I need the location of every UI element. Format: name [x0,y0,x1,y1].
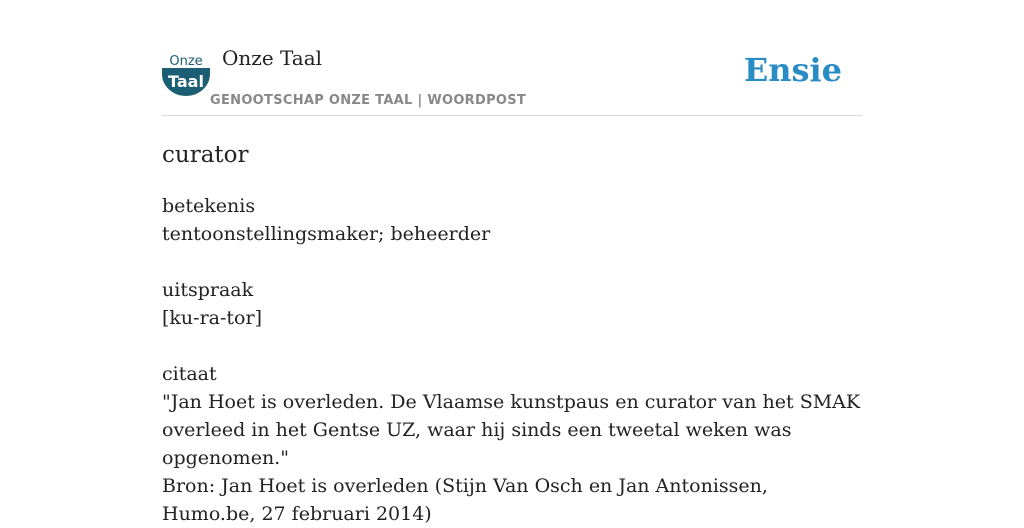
section-text-uitspraak: [ku-ra-tor] [162,307,262,329]
section-label-betekenis: betekenis [162,195,256,217]
entry-title: curator [162,142,249,168]
svg-text:Onze: Onze [169,54,203,69]
entry-card [162,0,862,525]
section-label-uitspraak: uitspraak [162,279,254,301]
section-text-betekenis: tentoonstellingsmaker; beheerder [162,223,491,245]
site-header [162,0,862,116]
quote-source: Bron: Jan Hoet is overleden (Stijn Van Osch en Jan Antonissen, Humo.be, 27 februari 2014) [162,475,768,525]
quote-text: "Jan Hoet is overleden. De Vlaamse kunstpaus en curator van het SMAK overleed in het Gentse UZ, waar hij sinds een tweetal weken was opgenomen." [162,391,861,469]
section-gap [162,332,862,360]
section-label-citaat: citaat [162,363,217,385]
entry-body [162,192,862,528]
onze-taal-logo[interactable] [162,50,210,96]
ensie-brand-link[interactable]: Ensie [743,51,842,89]
svg-text:Taal: Taal [168,72,204,91]
site-subtitle: GENOOTSCHAP ONZE TAAL | WOORDPOST [210,93,527,108]
section-gap [162,248,862,276]
site-name[interactable]: Onze Taal [222,46,323,70]
